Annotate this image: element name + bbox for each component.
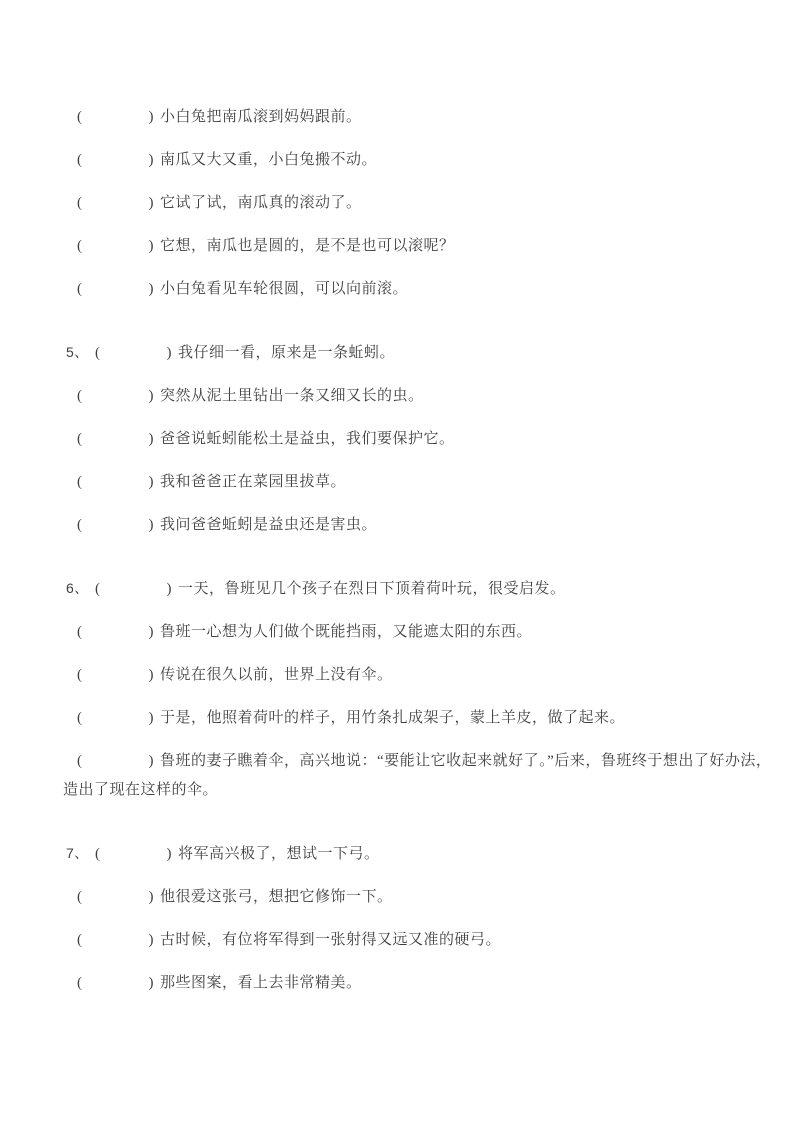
close-paren: ) (148, 281, 154, 297)
open-paren: ( (77, 109, 83, 125)
answer-blank[interactable] (77, 109, 154, 125)
answer-blank[interactable] (77, 624, 154, 640)
answer-blank[interactable] (95, 846, 172, 862)
exercise-line (63, 382, 780, 411)
answer-blank[interactable] (77, 388, 154, 404)
sentence-text: 那些图案，看上去非常精美。 (160, 975, 362, 991)
close-paren: ) (148, 889, 154, 905)
open-paren: ( (77, 474, 83, 490)
open-paren: ( (77, 889, 83, 905)
close-paren: ) (148, 932, 154, 948)
open-paren: ( (77, 624, 83, 640)
close-paren: ) (148, 109, 154, 125)
exercise-line (63, 103, 780, 132)
exercise-line (63, 747, 780, 805)
close-paren: ) (148, 195, 154, 211)
sentence-text: 爸爸说蚯蚓能松土是益虫，我们要保护它。 (160, 431, 455, 447)
sentence-text: 传说在很久以前，世界上没有伞。 (160, 667, 393, 683)
sentence-text: 鲁班的妻子瞧着伞，高兴地说：“要能让它收起来就好了。”后来，鲁班终于想出了好办法，造出了现在这样的伞。 (63, 753, 772, 798)
item-number: 5、 (66, 344, 89, 360)
close-paren: ) (166, 581, 172, 597)
sentence-text: 小白兔把南瓜滚到妈妈跟前。 (160, 109, 362, 125)
answer-blank[interactable] (77, 667, 154, 683)
answer-blank[interactable] (77, 975, 154, 991)
open-paren: ( (77, 388, 83, 404)
answer-blank[interactable] (77, 889, 154, 905)
sentence-text: 南瓜又大又重，小白兔搬不动。 (160, 152, 378, 168)
sentence-text: 一天，鲁班见几个孩子在烈日下顶着荷叶玩，很受启发。 (178, 581, 566, 597)
open-paren: ( (77, 431, 83, 447)
close-paren: ) (148, 431, 154, 447)
open-paren: ( (77, 932, 83, 948)
exercise-line (63, 926, 780, 955)
item-number: 7、 (66, 845, 89, 861)
answer-blank[interactable] (77, 753, 154, 769)
close-paren: ) (148, 474, 154, 490)
close-paren: ) (148, 238, 154, 254)
sentence-text: 他很爱这张弓，想把它修饰一下。 (160, 889, 393, 905)
exercise-line (63, 511, 780, 540)
open-paren: ( (77, 517, 83, 533)
answer-blank[interactable] (77, 281, 154, 297)
close-paren: ) (148, 624, 154, 640)
close-paren: ) (148, 388, 154, 404)
exercise-line (63, 704, 780, 733)
close-paren: ) (148, 517, 154, 533)
close-paren: ) (148, 975, 154, 991)
open-paren: ( (77, 152, 83, 168)
answer-blank[interactable] (77, 474, 154, 490)
exercise-line (63, 275, 780, 304)
answer-blank[interactable] (77, 932, 154, 948)
exercise-line (63, 146, 780, 175)
open-paren: ( (77, 281, 83, 297)
sentence-text: 它试了试，南瓜真的滚动了。 (160, 195, 362, 211)
sentence-text: 它想，南瓜也是圆的，是不是也可以滚呢？ (160, 238, 455, 254)
sentence-text: 突然从泥土里钻出一条又细又长的虫。 (160, 388, 424, 404)
sentence-text: 我仔细一看，原来是一条蚯蚓。 (178, 345, 396, 361)
exercise-line (63, 969, 780, 998)
close-paren: ) (166, 345, 172, 361)
exercise-line (63, 232, 780, 261)
exercise-line (63, 618, 780, 647)
answer-blank[interactable] (77, 152, 154, 168)
exercise-line (63, 883, 780, 912)
open-paren: ( (95, 345, 101, 361)
open-paren: ( (77, 710, 83, 726)
close-paren: ) (148, 152, 154, 168)
sentence-text: 我和爸爸正在菜园里拔草。 (160, 474, 347, 490)
exercise-line (63, 468, 780, 497)
sentence-text: 于是，他照着荷叶的样子，用竹条扎成架子，蒙上羊皮，做了起来。 (160, 710, 626, 726)
sentence-text: 将军高兴极了，想试一下弓。 (178, 846, 380, 862)
answer-blank[interactable] (77, 238, 154, 254)
open-paren: ( (95, 581, 101, 597)
open-paren: ( (77, 238, 83, 254)
open-paren: ( (95, 846, 101, 862)
answer-blank[interactable] (77, 517, 154, 533)
exercise-line (63, 338, 780, 368)
sentence-text: 古时候，有位将军得到一张射得又远又准的硬弓。 (160, 932, 502, 948)
answer-blank[interactable] (95, 581, 172, 597)
sentence-text: 鲁班一心想为人们做个既能挡雨，又能遮太阳的东西。 (160, 624, 533, 640)
exercise-line (63, 661, 780, 690)
exercise-line (63, 839, 780, 869)
open-paren: ( (77, 667, 83, 683)
exercise-line (63, 425, 780, 454)
exercise-line (63, 574, 780, 604)
close-paren: ) (148, 753, 154, 769)
open-paren: ( (77, 753, 83, 769)
close-paren: ) (166, 846, 172, 862)
answer-blank[interactable] (77, 195, 154, 211)
sentence-text: 小白兔看见车轮很圆，可以向前滚。 (160, 281, 409, 297)
sentence-text: 我问爸爸蚯蚓是益虫还是害虫。 (160, 517, 378, 533)
answer-blank[interactable] (77, 710, 154, 726)
close-paren: ) (148, 710, 154, 726)
answer-blank[interactable] (77, 431, 154, 447)
open-paren: ( (77, 975, 83, 991)
item-number: 6、 (66, 580, 89, 596)
close-paren: ) (148, 667, 154, 683)
exercise-line (63, 189, 780, 218)
open-paren: ( (77, 195, 83, 211)
answer-blank[interactable] (95, 345, 172, 361)
